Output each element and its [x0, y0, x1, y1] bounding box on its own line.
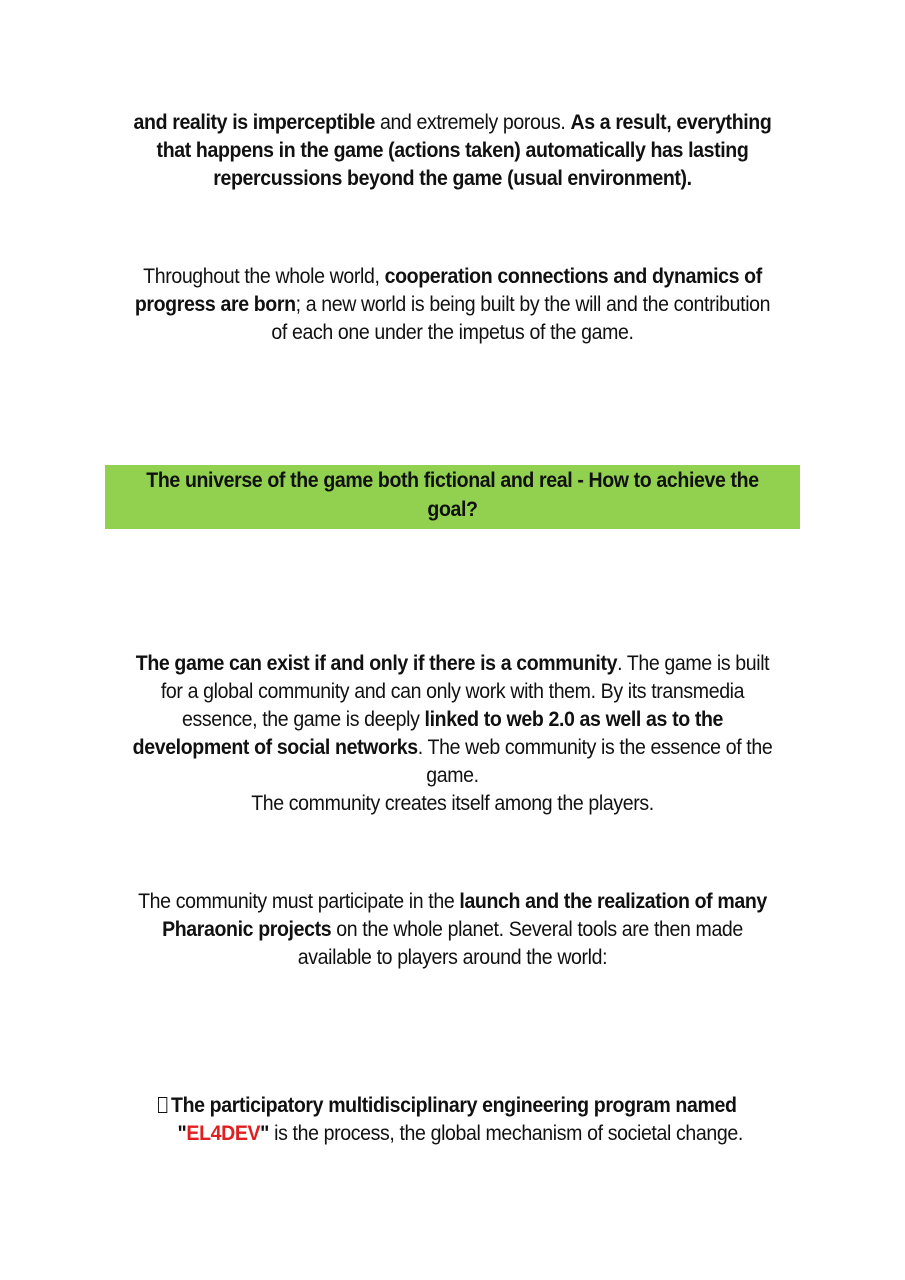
bullet-item-el4dev — [158, 1092, 772, 1148]
text: . The web community is the essence of the game. — [417, 736, 773, 787]
text: . The game is built for a global community and can only work with them. By its transmedia essence, the game is deeply — [160, 652, 770, 731]
quote-mark: " — [177, 1122, 187, 1145]
paragraph-cooperation — [129, 263, 775, 347]
bold-text: launch and the realization of many Pharaonic projects — [162, 890, 767, 941]
paragraph-projects — [129, 888, 775, 972]
bullet-line-2 — [158, 1120, 772, 1148]
bold-text: The participatory multidisciplinary engineering program named — [171, 1094, 737, 1117]
text: on the whole planet. Several tools are then made available to players around the world: — [297, 918, 743, 969]
paragraph-game-reality — [129, 109, 775, 193]
text: The community must participate in the — [138, 890, 460, 913]
bold-text: and reality is imperceptible — [133, 111, 375, 134]
program-name-highlight: EL4DEV — [186, 1122, 261, 1145]
text: ; a new world is being built by the will and the contribution of each one under the impetus of the game. — [271, 293, 771, 344]
quote-mark: " — [260, 1122, 270, 1145]
text: The community creates itself among the players. — [251, 792, 654, 815]
text: Throughout the whole world, — [143, 265, 385, 288]
bold-text: The game can exist if and only if there is a community — [135, 652, 618, 675]
bold-text: linked to web 2.0 as well as to the development of social networks — [132, 708, 723, 759]
bold-text: As a result, everything that happens in the game (actions taken) automatically has lasting repercussions beyond the game (usual environment). — [156, 111, 772, 190]
bold-text: cooperation connections and dynamics of progress are born — [134, 265, 762, 316]
checkbox-icon — [158, 1097, 167, 1113]
section-heading: The universe of the game both fictional and real - How to achieve the goal? — [146, 469, 759, 521]
text: is the process, the global mechanism of societal change. — [269, 1122, 743, 1145]
paragraph-community — [129, 650, 775, 818]
text: and extremely porous. — [374, 111, 571, 134]
